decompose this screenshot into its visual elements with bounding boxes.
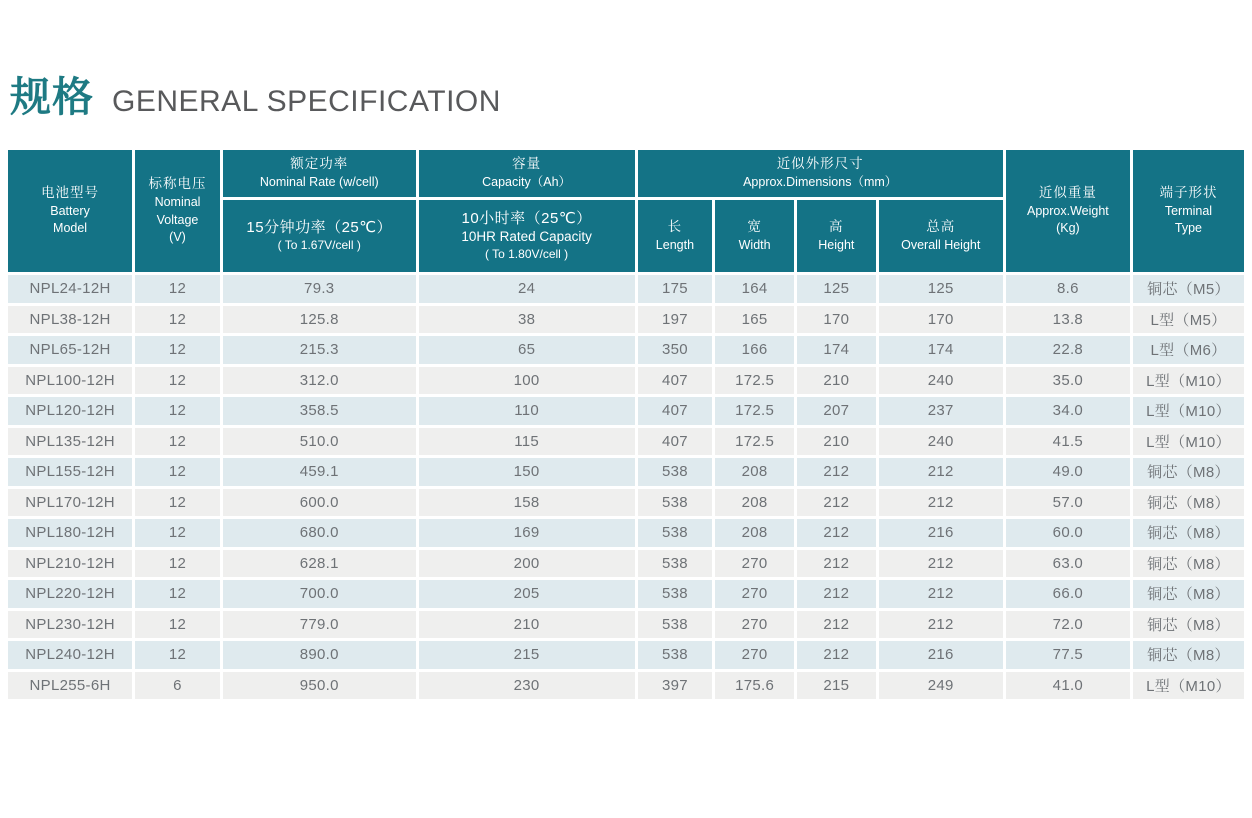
length-cell: 407 (638, 397, 713, 425)
table-row (8, 489, 1244, 517)
length-cell: 538 (638, 458, 713, 486)
weight-cell: 66.0 (1006, 580, 1130, 608)
battery-model-cell: NPL65-12H (8, 336, 132, 364)
terminal-cell: L型（M10） (1133, 367, 1244, 395)
battery-model-cell: NPL180-12H (8, 519, 132, 547)
width-cell: 270 (715, 580, 794, 608)
overall-height-cell: 212 (879, 611, 1003, 639)
height-cell: 215 (797, 672, 876, 700)
header-nominal-rate-en: Nominal Rate (w/cell) (259, 175, 379, 190)
voltage-cell: 12 (135, 306, 220, 334)
header-height-zh: 高 (829, 218, 844, 234)
header-width-en: Width (738, 237, 771, 252)
header-rate-sub (223, 200, 416, 272)
header-length-zh: 长 (667, 218, 683, 234)
header-approx-weight-en: Approx.Weight (1026, 203, 1109, 218)
weight-cell: 72.0 (1006, 611, 1130, 639)
capacity-cell: 158 (419, 489, 635, 517)
nominal-rate-cell: 459.1 (223, 458, 416, 486)
height-cell: 212 (797, 611, 876, 639)
length-cell: 397 (638, 672, 713, 700)
voltage-cell: 12 (135, 550, 220, 578)
header-capacity (419, 150, 635, 197)
battery-model-cell: NPL255-6H (8, 672, 132, 700)
height-cell: 210 (797, 428, 876, 456)
terminal-cell: 铜芯（M8） (1133, 550, 1244, 578)
weight-cell: 22.8 (1006, 336, 1130, 364)
length-cell: 538 (638, 519, 713, 547)
table-row (8, 672, 1244, 700)
width-cell: 165 (715, 306, 794, 334)
table-row (8, 519, 1244, 547)
weight-cell: 49.0 (1006, 458, 1130, 486)
header-approx-weight-unit: (Kg) (1056, 221, 1080, 236)
header-terminal-type-zh: 端子形状 (1159, 184, 1218, 200)
nominal-rate-cell: 700.0 (223, 580, 416, 608)
nominal-rate-cell: 628.1 (223, 550, 416, 578)
table-row (8, 336, 1244, 364)
width-cell: 208 (715, 519, 794, 547)
header-dimensions-en: Approx.Dimensions（mm） (743, 175, 898, 190)
battery-model-cell: NPL220-12H (8, 580, 132, 608)
capacity-cell: 205 (419, 580, 635, 608)
battery-model-cell: NPL120-12H (8, 397, 132, 425)
length-cell: 175 (638, 275, 713, 303)
header-battery-model (8, 150, 132, 272)
header-width (715, 200, 794, 272)
length-cell: 538 (638, 550, 713, 578)
height-cell: 207 (797, 397, 876, 425)
overall-height-cell: 216 (879, 519, 1003, 547)
header-approx-weight (1006, 150, 1130, 272)
header-rate-sub-zh: 15分钟功率（25℃） (246, 218, 393, 236)
voltage-cell: 12 (135, 641, 220, 669)
header-rate-sub-note: ( To 1.67V/cell ) (277, 238, 361, 253)
overall-height-cell: 174 (879, 336, 1003, 364)
header-capacity-sub-note: ( To 1.80V/cell ) (485, 247, 569, 262)
height-cell: 174 (797, 336, 876, 364)
battery-model-cell: NPL170-12H (8, 489, 132, 517)
overall-height-cell: 212 (879, 580, 1003, 608)
capacity-cell: 215 (419, 641, 635, 669)
length-cell: 407 (638, 428, 713, 456)
capacity-cell: 169 (419, 519, 635, 547)
header-width-zh: 宽 (747, 218, 762, 234)
weight-cell: 34.0 (1006, 397, 1130, 425)
table-row (8, 458, 1244, 486)
terminal-cell: L型（M10） (1133, 672, 1244, 700)
capacity-cell: 110 (419, 397, 635, 425)
spec-table-body (8, 275, 1244, 699)
weight-cell: 41.5 (1006, 428, 1130, 456)
table-row (8, 397, 1244, 425)
header-nominal-voltage (135, 150, 220, 272)
page-title-zh: 规格 (10, 74, 94, 120)
overall-height-cell: 216 (879, 641, 1003, 669)
weight-cell: 8.6 (1006, 275, 1130, 303)
header-height-en: Height (818, 237, 855, 252)
terminal-cell: 铜芯（M8） (1133, 458, 1244, 486)
header-nominal-voltage-zh: 标称电压 (148, 176, 207, 192)
width-cell: 166 (715, 336, 794, 364)
length-cell: 407 (638, 367, 713, 395)
nominal-rate-cell: 215.3 (223, 336, 416, 364)
table-row (8, 428, 1244, 456)
table-row (8, 275, 1244, 303)
voltage-cell: 12 (135, 611, 220, 639)
terminal-cell: L型（M6） (1133, 336, 1244, 364)
header-dimensions-zh: 近似外形尺寸 (776, 156, 864, 172)
width-cell: 208 (715, 458, 794, 486)
header-overall-height-zh: 总高 (926, 218, 956, 234)
height-cell: 212 (797, 519, 876, 547)
capacity-cell: 210 (419, 611, 635, 639)
length-cell: 538 (638, 580, 713, 608)
nominal-rate-cell: 125.8 (223, 306, 416, 334)
terminal-cell: 铜芯（M8） (1133, 611, 1244, 639)
weight-cell: 57.0 (1006, 489, 1130, 517)
header-height (797, 200, 876, 272)
table-row (8, 580, 1244, 608)
header-nominal-rate-zh: 额定功率 (290, 156, 349, 172)
capacity-cell: 65 (419, 336, 635, 364)
header-nominal-voltage-en1: Nominal (154, 195, 201, 209)
voltage-cell: 6 (135, 672, 220, 700)
voltage-cell: 12 (135, 397, 220, 425)
nominal-rate-cell: 312.0 (223, 367, 416, 395)
weight-cell: 60.0 (1006, 519, 1130, 547)
voltage-cell: 12 (135, 275, 220, 303)
terminal-cell: L型（M10） (1133, 428, 1244, 456)
header-length-en: Length (655, 237, 695, 252)
width-cell: 172.5 (715, 397, 794, 425)
height-cell: 210 (797, 367, 876, 395)
width-cell: 208 (715, 489, 794, 517)
voltage-cell: 12 (135, 519, 220, 547)
page-title (10, 64, 501, 123)
overall-height-cell: 212 (879, 458, 1003, 486)
voltage-cell: 12 (135, 428, 220, 456)
terminal-cell: 铜芯（M8） (1133, 580, 1244, 608)
nominal-rate-cell: 950.0 (223, 672, 416, 700)
nominal-rate-cell: 600.0 (223, 489, 416, 517)
length-cell: 538 (638, 641, 713, 669)
battery-model-cell: NPL24-12H (8, 275, 132, 303)
weight-cell: 63.0 (1006, 550, 1130, 578)
width-cell: 270 (715, 611, 794, 639)
height-cell: 212 (797, 458, 876, 486)
header-capacity-sub (419, 200, 635, 272)
nominal-rate-cell: 890.0 (223, 641, 416, 669)
width-cell: 172.5 (715, 428, 794, 456)
header-nominal-rate (223, 150, 416, 197)
battery-model-cell: NPL230-12H (8, 611, 132, 639)
nominal-rate-cell: 510.0 (223, 428, 416, 456)
height-cell: 125 (797, 275, 876, 303)
voltage-cell: 12 (135, 489, 220, 517)
nominal-rate-cell: 79.3 (223, 275, 416, 303)
length-cell: 538 (638, 489, 713, 517)
height-cell: 212 (797, 489, 876, 517)
header-capacity-sub-zh: 10小时率（25℃） (461, 209, 592, 227)
header-terminal-type (1133, 150, 1244, 272)
capacity-cell: 115 (419, 428, 635, 456)
nominal-rate-cell: 358.5 (223, 397, 416, 425)
terminal-cell: 铜芯（M8） (1133, 489, 1244, 517)
capacity-cell: 38 (419, 306, 635, 334)
overall-height-cell: 212 (879, 550, 1003, 578)
overall-height-cell: 237 (879, 397, 1003, 425)
nominal-rate-cell: 680.0 (223, 519, 416, 547)
terminal-cell: 铜芯（M8） (1133, 641, 1244, 669)
header-capacity-sub-en: 10HR Rated Capacity (461, 229, 592, 245)
nominal-rate-cell: 779.0 (223, 611, 416, 639)
table-row (8, 550, 1244, 578)
header-approx-weight-zh: 近似重量 (1038, 184, 1097, 200)
terminal-cell: 铜芯（M5） (1133, 275, 1244, 303)
width-cell: 172.5 (715, 367, 794, 395)
length-cell: 197 (638, 306, 713, 334)
overall-height-cell: 125 (879, 275, 1003, 303)
width-cell: 164 (715, 275, 794, 303)
terminal-cell: 铜芯（M8） (1133, 519, 1244, 547)
header-battery-model-zh: 电池型号 (41, 184, 100, 200)
header-terminal-type-en2: Type (1174, 221, 1203, 236)
battery-model-cell: NPL155-12H (8, 458, 132, 486)
weight-cell: 35.0 (1006, 367, 1130, 395)
header-overall-height (879, 200, 1003, 272)
capacity-cell: 100 (419, 367, 635, 395)
battery-model-cell: NPL135-12H (8, 428, 132, 456)
header-terminal-type-en1: Terminal (1164, 203, 1213, 218)
width-cell: 270 (715, 550, 794, 578)
weight-cell: 41.0 (1006, 672, 1130, 700)
terminal-cell: L型（M5） (1133, 306, 1244, 334)
header-dimensions-group (638, 150, 1003, 197)
capacity-cell: 150 (419, 458, 635, 486)
header-length (638, 200, 713, 272)
voltage-cell: 12 (135, 458, 220, 486)
battery-model-cell: NPL38-12H (8, 306, 132, 334)
terminal-cell: L型（M10） (1133, 397, 1244, 425)
capacity-cell: 24 (419, 275, 635, 303)
overall-height-cell: 240 (879, 428, 1003, 456)
width-cell: 270 (715, 641, 794, 669)
voltage-cell: 12 (135, 580, 220, 608)
header-nominal-voltage-en2: Voltage (156, 212, 199, 227)
weight-cell: 77.5 (1006, 641, 1130, 669)
header-nominal-voltage-en3: (V) (169, 230, 186, 245)
battery-model-cell: NPL100-12H (8, 367, 132, 395)
header-battery-model-en1: Battery (50, 203, 90, 218)
table-row (8, 641, 1244, 669)
table-row (8, 611, 1244, 639)
table-row (8, 367, 1244, 395)
table-row (8, 306, 1244, 334)
voltage-cell: 12 (135, 367, 220, 395)
capacity-cell: 200 (419, 550, 635, 578)
header-overall-height-en: Overall Height (901, 237, 981, 252)
battery-model-cell: NPL210-12H (8, 550, 132, 578)
specification-table (5, 147, 1247, 702)
battery-model-cell: NPL240-12H (8, 641, 132, 669)
height-cell: 170 (797, 306, 876, 334)
height-cell: 212 (797, 550, 876, 578)
header-capacity-zh: 容量 (512, 156, 542, 172)
overall-height-cell: 170 (879, 306, 1003, 334)
width-cell: 175.6 (715, 672, 794, 700)
page-title-en: GENERAL SPECIFICATION (112, 85, 501, 118)
voltage-cell: 12 (135, 336, 220, 364)
header-battery-model-en2: Model (53, 221, 88, 236)
length-cell: 538 (638, 611, 713, 639)
capacity-cell: 230 (419, 672, 635, 700)
overall-height-cell: 212 (879, 489, 1003, 517)
weight-cell: 13.8 (1006, 306, 1130, 334)
overall-height-cell: 249 (879, 672, 1003, 700)
overall-height-cell: 240 (879, 367, 1003, 395)
height-cell: 212 (797, 641, 876, 669)
header-capacity-en: Capacity（Ah） (482, 175, 572, 190)
height-cell: 212 (797, 580, 876, 608)
length-cell: 350 (638, 336, 713, 364)
